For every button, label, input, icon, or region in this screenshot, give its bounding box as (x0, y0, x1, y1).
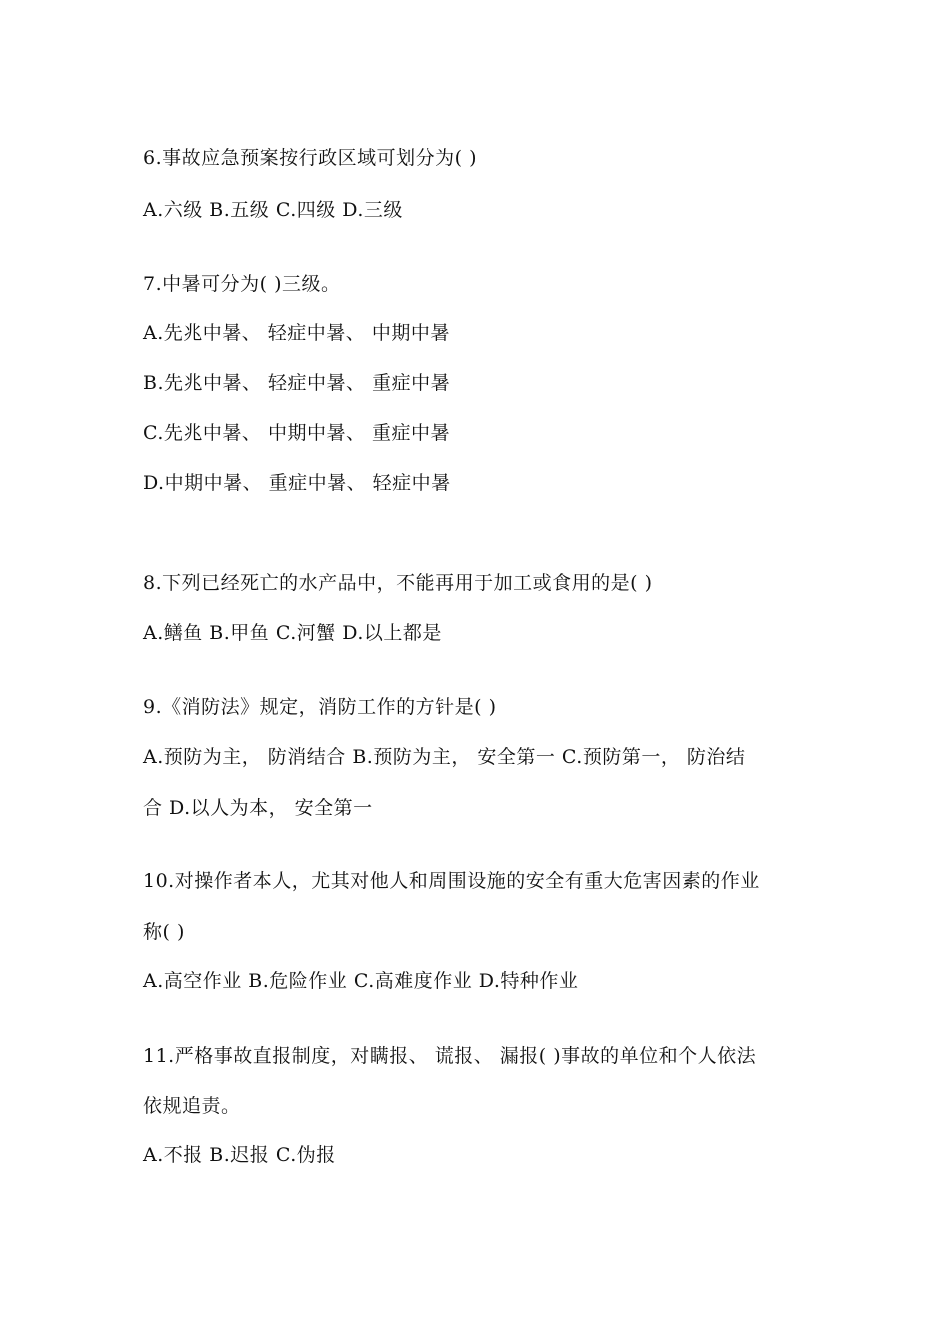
question-11-stem-line-2: 依规追责。 (143, 1095, 241, 1117)
question-11-options: A.不报 B.迟报 C.伪报 (143, 1144, 336, 1166)
question-7-stem: 7.中暑可分为( )三级。 (143, 273, 341, 295)
question-6-options: A.六级 B.五级 C.四级 D.三级 (143, 199, 403, 221)
question-11-stem-line-1: 11.严格事故直报制度，对瞒报、 谎报、 漏报( )事故的单位和个人依法 (143, 1045, 757, 1067)
question-7-option-d: D.中期中暑、 重症中暑、 轻症中暑 (143, 472, 451, 494)
question-10-options: A.高空作业 B.危险作业 C.高难度作业 D.特种作业 (143, 970, 579, 992)
question-8-options: A.鳝鱼 B.甲鱼 C.河蟹 D.以上都是 (143, 622, 442, 644)
question-7-option-c: C.先兆中暑、 中期中暑、 重症中暑 (143, 422, 450, 444)
question-7-option-b: B.先兆中暑、 轻症中暑、 重症中暑 (143, 372, 451, 394)
question-9-options-line-2: 合 D.以人为本， 安全第一 (143, 797, 373, 819)
question-9-options-line-1: A.预防为主， 防消结合 B.预防为主， 安全第一 C.预防第一， 防治结 (143, 746, 746, 768)
question-9-stem: 9.《消防法》规定，消防工作的方针是( ) (143, 696, 497, 718)
question-6-stem: 6.事故应急预案按行政区域可划分为( ) (143, 147, 477, 169)
question-8-stem: 8.下列已经死亡的水产品中，不能再用于加工或食用的是( ) (143, 572, 653, 594)
question-10-stem-line-2: 称( ) (143, 921, 185, 943)
question-7-option-a: A.先兆中暑、 轻症中暑、 中期中暑 (143, 322, 450, 344)
question-10-stem-line-1: 10.对操作者本人，尤其对他人和周围设施的安全有重大危害因素的作业 (143, 870, 760, 892)
